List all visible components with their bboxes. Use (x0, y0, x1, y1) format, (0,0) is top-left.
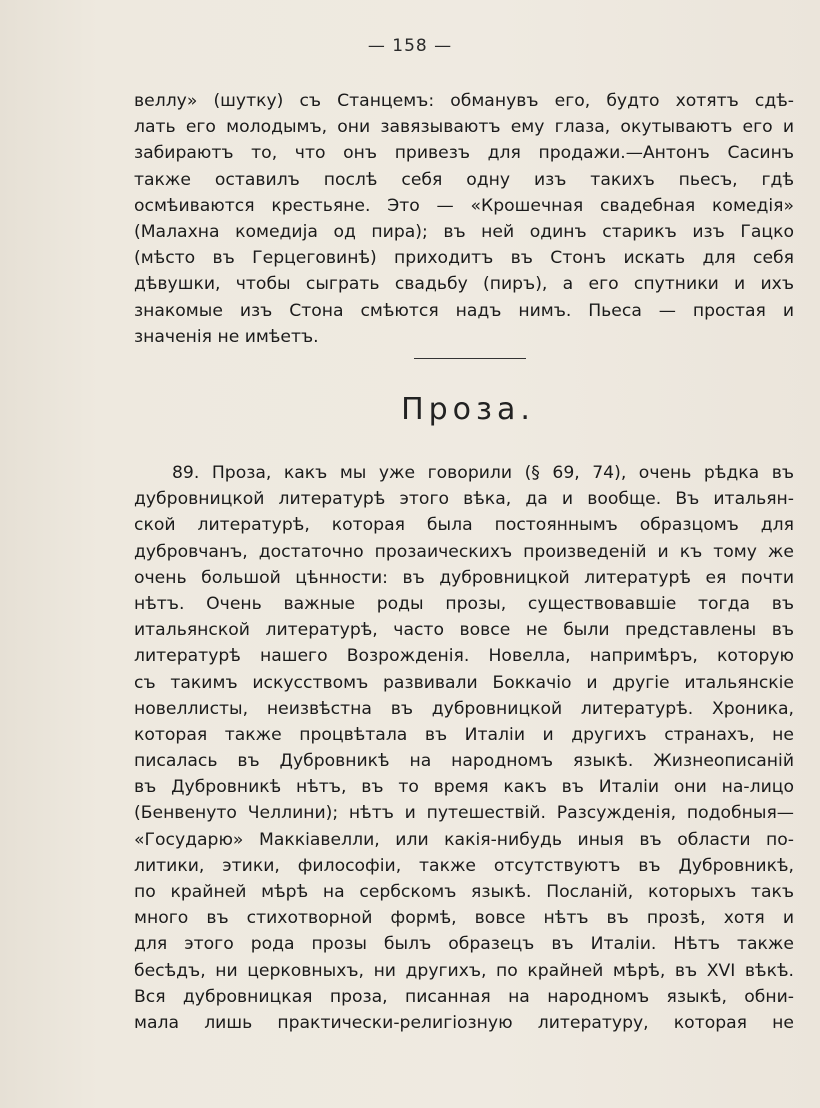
text-line: дубровчанъ, достаточно прозаическихъ произведеній и къ тому же (134, 541, 794, 562)
text-line: очень большой цѣнности: въ дубровницкой литературѣ ея почти (134, 567, 794, 588)
text-line: (Бенвенуто Челлини); нѣтъ и путешествій. Разсужденія, подобныя— (134, 803, 794, 824)
text-line: (Малахна комедиjа од пира); въ ней одинъ старикъ изъ Гацко (134, 221, 794, 242)
text-line: много въ стихотворной формѣ, вовсе нѣтъ въ прозѣ, хотя и (134, 908, 794, 929)
page-number: — 158 — (367, 36, 453, 56)
text-line: нѣтъ. Очень важные роды прозы, существовавшіе тогда въ (134, 593, 794, 614)
text-line: писалась въ Дубровникѣ на народномъ языкѣ. Жизнеописаній (134, 751, 794, 772)
section-paragraph (134, 460, 794, 1036)
text-line: (мѣсто въ Герцеговинѣ) приходитъ въ Стонъ искать для себя (134, 248, 794, 269)
text-line: въ Дубровникѣ нѣтъ, въ то время какъ въ Италіи они на-лицо (134, 777, 794, 798)
text-line: которая также процвѣтала въ Италіи и другихъ странахъ, не (134, 724, 794, 745)
text-line: Вся дубровницкая проза, писанная на народномъ языкѣ, обни- (134, 986, 794, 1007)
section-divider (414, 358, 526, 359)
text-line: литературѣ нашего Возрожденія. Новелла, напримѣръ, которую (134, 646, 794, 667)
text-line-indented: 89. Проза, какъ мы уже говорили (§ 69, 74), очень рѣдка въ (172, 463, 794, 483)
text-line: осмѣиваются крестьяне. Это — «Крошечная свадебная комедія» (134, 195, 794, 216)
text-line: по крайней мѣрѣ на сербскомъ языкѣ. Посланій, которыхъ такъ (134, 882, 794, 902)
text-line: знакомые изъ Стона смѣются надъ нимъ. Пьеса — простая и (134, 300, 794, 321)
text-line: забираютъ то, что онъ привезъ для продажи.—Антонъ Сасинъ (134, 143, 794, 164)
text-line: итальянской литературѣ, часто вовсе не были представлены въ (134, 620, 794, 641)
text-line: ской литературѣ, которая была постояннымъ образцомъ для (134, 515, 794, 536)
text-line: также оставилъ послѣ себя одну изъ такихъ пьесъ, гдѣ (134, 169, 794, 190)
text-line: литики, этики, философіи, также отсутствуютъ въ Дубровникѣ, (134, 855, 794, 876)
text-line: новеллисты, неизвѣстна въ дубровницкой литературѣ. Хроника, (134, 698, 794, 719)
text-line: «Государю» Маккіавелли, или какія-нибудь иныя въ области по- (134, 829, 794, 850)
text-line: для этого рода прозы былъ образецъ въ Италіи. Нѣтъ также (134, 934, 794, 955)
text-line: веллу» (шутку) съ Станцемъ: обманувъ его, будто хотятъ сдѣ- (134, 91, 794, 111)
text-line: дубровницкой литературѣ этого вѣка, да и вообще. Въ итальян- (134, 489, 794, 510)
text-line: съ такимъ искусствомъ развивали Боккачіо и другіе итальянскіе (134, 672, 794, 693)
section-heading: Проза. (401, 392, 535, 427)
continued-paragraph (134, 88, 794, 350)
text-line: бесѣдъ, ни церковныхъ, ни другихъ, по крайней мѣрѣ, въ XVI вѣкѣ. (134, 960, 794, 981)
text-line: значенія не имѣетъ. (134, 326, 319, 347)
text-line: лать его молодымъ, они завязываютъ ему глаза, окутываютъ его и (134, 117, 794, 138)
text-line: мала лишь практически-религіозную литературу, которая не (134, 1012, 794, 1033)
text-line: дѣвушки, чтобы сыграть свадьбу (пиръ), а его спутники и ихъ (134, 274, 794, 295)
